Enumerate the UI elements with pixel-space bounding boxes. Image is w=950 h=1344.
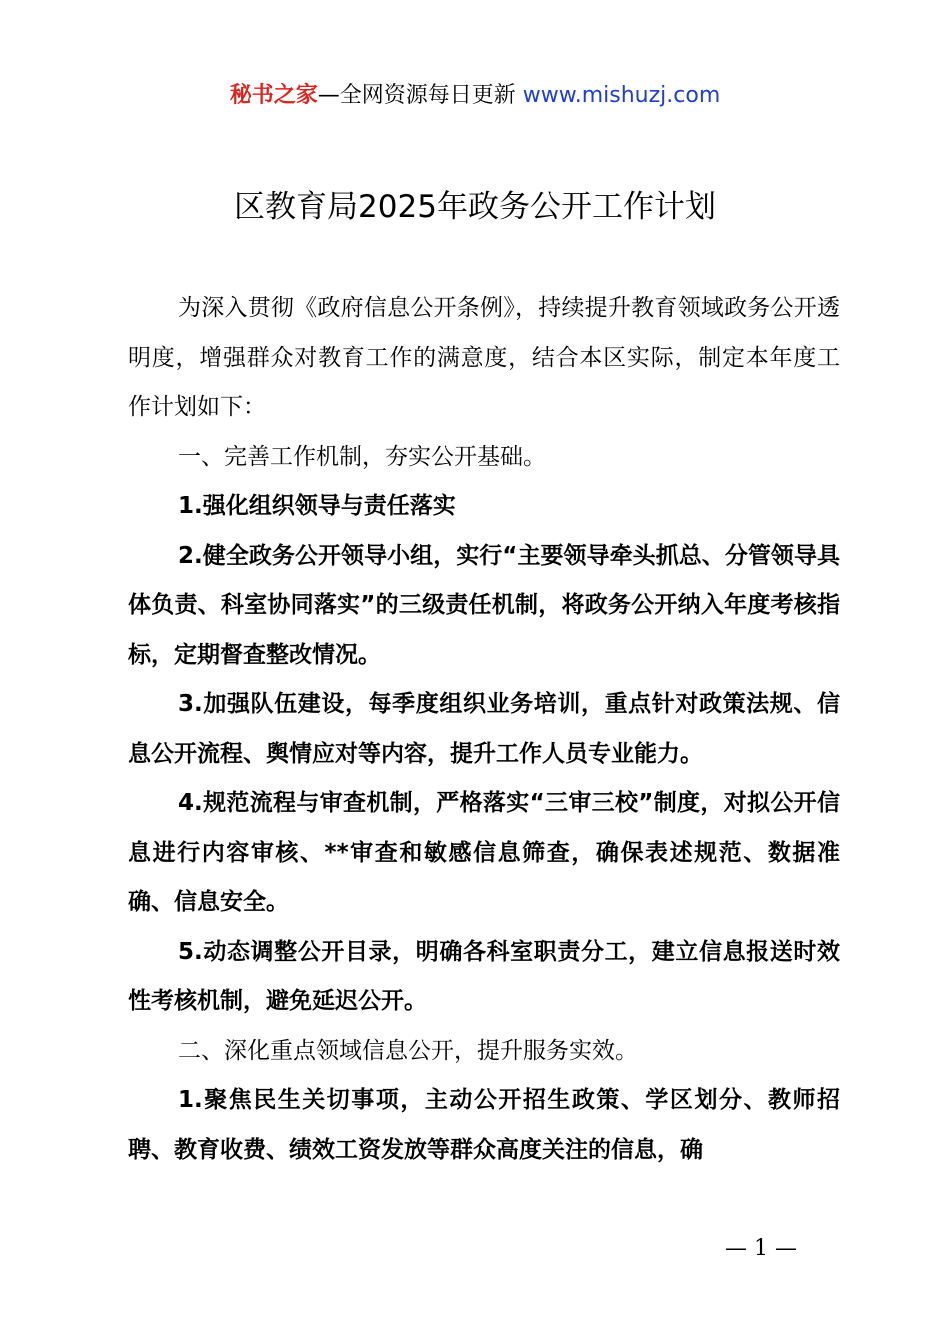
brand-name: 秘书之家: [229, 83, 318, 108]
list-item-2-1: 1.聚焦民生关切事项，主动公开招生政策、学区划分、教师招聘、教育收费、绩效工资发放等群众高度关注的信息，确: [128, 1087, 840, 1163]
paragraph-intro: 为深入贯彻《政府信息公开条例》，持续提升教育领域政务公开透明度，增强群众对教育工作的满意度，结合本区实际，制定本年度工作计划如下：: [128, 295, 840, 420]
section-heading-2: 二、深化重点领域信息公开，提升服务实效。: [178, 1037, 638, 1064]
site-url-link[interactable]: www.mishuzj.com: [522, 83, 721, 108]
list-item-1-4: 4.规范流程与审查机制，严格落实“三审三校”制度，对拟公开信息进行内容审核、**审查和敏感信息筛查，确保表述规范、数据准确、信息安全。: [128, 790, 840, 915]
page-number: — 1 —: [725, 1236, 797, 1261]
header-banner: [0, 80, 950, 112]
document-body: [128, 284, 840, 1175]
section-heading-1: 一、完善工作机制，夯实公开基础。: [178, 443, 546, 470]
list-item-1-3: 3.加强队伍建设，每季度组织业务培训，重点针对政策法规、信息公开流程、舆情应对等内容，提升工作人员专业能力。: [128, 691, 840, 767]
header-slogan: —全网资源每日更新: [317, 83, 523, 108]
list-item-1-5: 5.动态调整公开目录，明确各科室职责分工，建立信息报送时效性考核机制，避免延迟公开。: [128, 938, 840, 1014]
list-item-1-2: 2.健全政务公开领导小组，实行“主要领导牵头抓总、分管领导具体负责、科室协同落实”的三级责任机制，将政务公开纳入年度考核指标，定期督查整改情况。: [128, 542, 840, 668]
list-item-1-1: 1.强化组织领导与责任落实: [178, 493, 456, 519]
document-title: 区教育局2025年政务公开工作计划: [234, 189, 716, 225]
